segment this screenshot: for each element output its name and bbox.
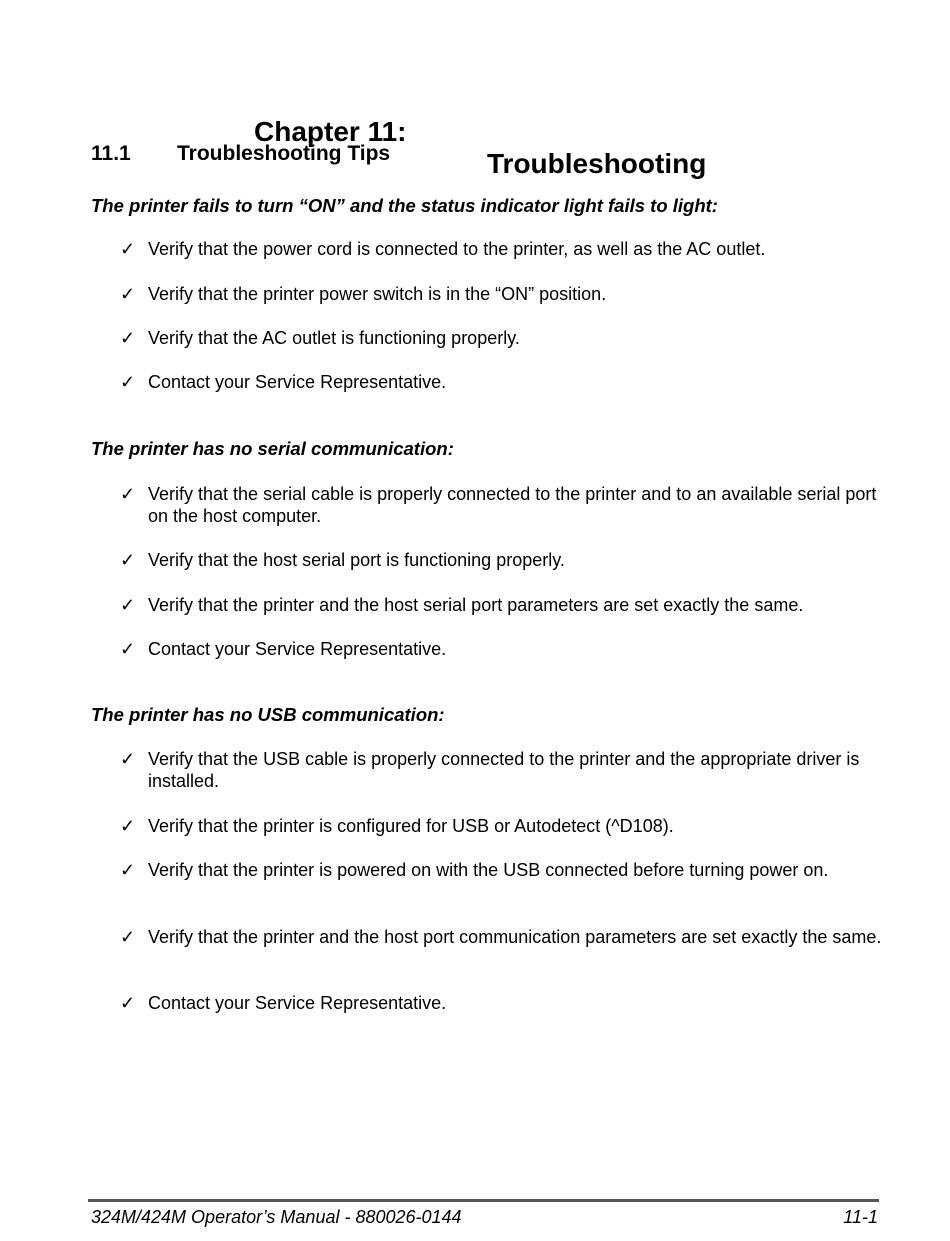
- footer-page-number: 11-1: [843, 1207, 878, 1227]
- list-item-text: Contact your Service Representative.: [148, 639, 447, 659]
- list-item: [120, 638, 890, 660]
- list-item: [120, 859, 890, 881]
- footer-divider: [88, 1199, 879, 1202]
- checkmark-icon: ✓: [120, 993, 136, 1013]
- problem-heading-serial: The printer has no serial communication:: [91, 438, 454, 459]
- list-item-text: Contact your Service Representative.: [148, 372, 447, 392]
- chapter-name: Troubleshooting: [487, 148, 707, 179]
- footer-manual-title: 324M/424M Operator’s Manual - 880026-0144: [91, 1207, 462, 1227]
- list-item: [120, 992, 890, 1014]
- checkmark-icon: ✓: [120, 860, 136, 880]
- list-item: [120, 483, 890, 527]
- section-number: 11.1: [91, 142, 131, 165]
- checkmark-icon: ✓: [120, 239, 136, 259]
- list-item-text: Verify that the host serial port is functioning properly.: [148, 550, 565, 570]
- list-item-text: Verify that the printer is powered on with the USB connected before turning power on.: [148, 860, 829, 880]
- checkmark-icon: ✓: [120, 372, 136, 392]
- list-item: [120, 371, 890, 393]
- list-item-text: Verify that the serial cable is properly connected to the printer and to an available serial port on the host computer.: [148, 484, 877, 526]
- checkmark-icon: ✓: [120, 927, 136, 947]
- list-item-text: Verify that the printer and the host serial port parameters are set exactly the same.: [148, 595, 804, 615]
- checkmark-icon: ✓: [120, 284, 136, 304]
- list-item: [120, 594, 890, 616]
- checkmark-icon: ✓: [120, 328, 136, 348]
- list-item-text: Verify that the printer is configured for USB or Autodetect (^D108).: [148, 816, 674, 836]
- list-item-text: Verify that the power cord is connected to the printer, as well as the AC outlet.: [148, 239, 766, 259]
- list-item: [120, 815, 890, 837]
- checkmark-icon: ✓: [120, 639, 136, 659]
- problem-heading-power: The printer fails to turn “ON” and the status indicator light fails to light:: [91, 195, 718, 216]
- list-item-text: Verify that the printer and the host port communication parameters are set exactly the same.: [148, 927, 882, 947]
- list-item-text: Verify that the USB cable is properly connected to the printer and the appropriate driver is installed.: [148, 749, 860, 791]
- list-item: [120, 748, 890, 792]
- list-item-text: Contact your Service Representative.: [148, 993, 447, 1013]
- chapter-title: [0, 84, 950, 180]
- chapter-number: Chapter 11:: [254, 116, 407, 147]
- checkmark-icon: ✓: [120, 816, 136, 836]
- list-item: [120, 926, 890, 948]
- checkmark-icon: ✓: [120, 595, 136, 615]
- list-item: [120, 238, 890, 260]
- list-item-text: Verify that the AC outlet is functioning properly.: [148, 328, 520, 348]
- list-item: [120, 327, 890, 349]
- checkmark-icon: ✓: [120, 749, 136, 769]
- section-name: Troubleshooting Tips: [177, 142, 391, 165]
- list-item: [120, 549, 890, 571]
- list-item-text: Verify that the printer power switch is in the “ON” position.: [148, 284, 607, 304]
- checkmark-icon: ✓: [120, 550, 136, 570]
- checkmark-icon: ✓: [120, 484, 136, 504]
- problem-heading-usb: The printer has no USB communication:: [91, 704, 445, 725]
- list-item: [120, 283, 890, 305]
